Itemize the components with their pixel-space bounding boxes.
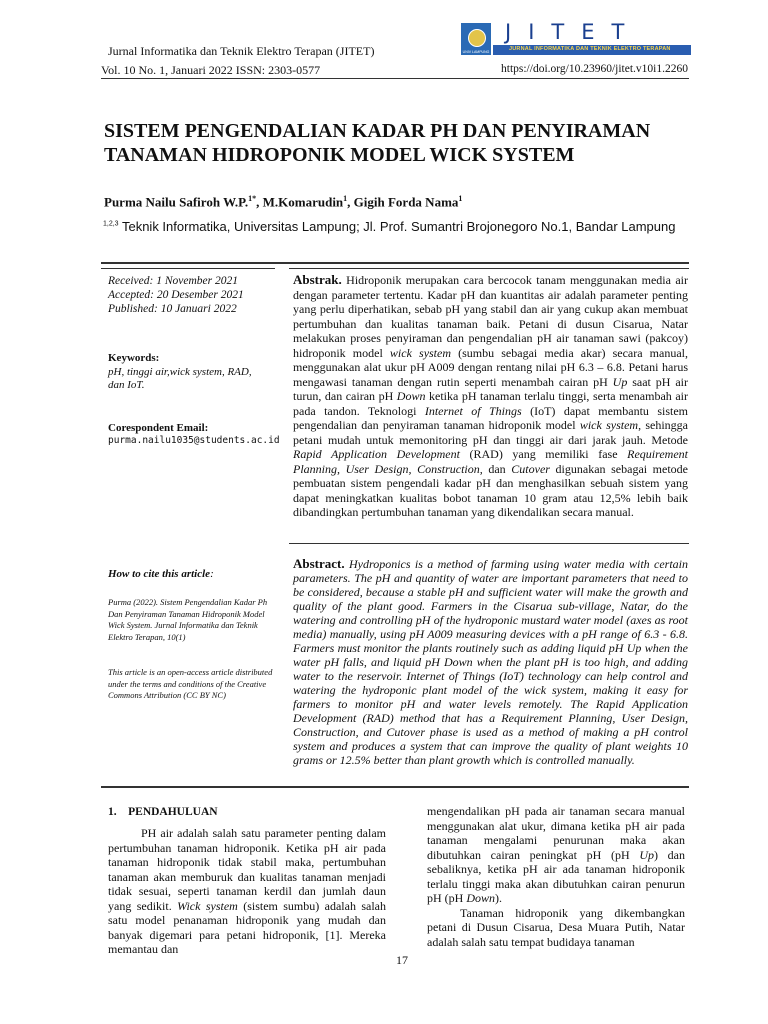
doi-link[interactable]: https://doi.org/10.23960/jitet.v10i1.2260 <box>501 63 688 75</box>
author-list: Purma Nailu Safiroh W.P.$^{1*}$, M.Komarudin$^1$, Gigih Forda Nama$^1$ <box>104 194 463 210</box>
author-name: Purma Nailu Safiroh W.P. <box>104 194 249 210</box>
divider <box>101 786 689 788</box>
journal-logo <box>459 22 691 56</box>
email-label: Corespondent Email: <box>108 422 209 434</box>
citation-text: Purma (2022). Sistem Pengendalian Kadar Ph Dan Penyiraman Tanaman Hidroponik Model Wick System. Jurnal Informatika dan Teknik Elektro Terapan, 10(1) <box>108 597 268 642</box>
published-date: Published: 10 Januari 2022 <box>108 303 237 315</box>
license-text: This article is an open-access article distributed under the terms and conditions of the Creative Commons Attribution (CC BY NC) <box>108 667 273 700</box>
logo-tagline-bar <box>493 45 691 55</box>
divider <box>101 268 275 269</box>
divider <box>101 262 689 264</box>
body-column-right: mengendalikan pH pada air tanaman secara manual menggunakan alat ukur, dimana ketika pH air pada tanaman mengalami penurunan maka akan dibutuhkan cairan peningkat pH (pH Up) dan sebaliknya, ketika pH air ada tanaman hidroponik terlalu tinggi maka akan dibutuhkan cairan penurun pH (pH Down). Tanaman hidroponik yang dikembangkan petani di Dusun Cisarua, Desa Muara Putih, Natar adalah salah satu tempat budidaya tanaman <box>427 804 685 949</box>
logo-letters: JITET <box>505 20 642 44</box>
accepted-date: Accepted: 20 Desember 2021 <box>108 289 244 301</box>
abstract-label: Abstract. <box>293 556 345 571</box>
section-heading: 1. PENDAHULUAN <box>108 806 218 818</box>
page-number: 17 <box>396 953 408 967</box>
divider <box>289 268 689 269</box>
journal-name: Jurnal Informatika dan Teknik Elektro Terapan (JITET) <box>108 44 375 58</box>
header-divider <box>101 78 689 79</box>
body-column-left: PH air adalah salah satu parameter penting dalam pertumbuhan tanaman hidroponik. Ketika pH air pada tanaman hidroponik tidak stabil maka, pertumbuhan tanaman akan memburuk dan kualitas tanaman menjadi tidak sesuai, seperti tanaman kerdil dan jumlah daun yang sedikit. Wick system (sistem sumbu) adalah salah satu model penanaman hidroponik yang mudah dan banyak digemari para petani hidroponik, [1]. Mereka memantau dan <box>108 826 386 956</box>
volume-issn: Vol. 10 No. 1, Januari 2022 ISSN: 2303-0577 <box>101 63 321 77</box>
abstrak-indonesian: Abstrak. Hidroponik merupakan cara bercocok tanam menggunakan media air dengan parameter tertentu. Kadar pH dan kuantitas air adalah parameter penting yang perlu diperhatikan, sebab pH yang stabil dan air yang cukup akan membuat pertumbuhan dan kualitas tanaman baik. Petani di dusun Cisarua, Natar melakukan proses penyiraman dan pengendalian pH air tanaman sawi (pakcoy) hidroponik model wick system (sumbu sebagai media akar) secara manual, menggunakan alat ukur pH A009 dengan rentang nilai pH 6.3 – 6.8. Petani harus mengawasi tanaman dengan rutin seperti menambah cairan pH Up saat pH air turun, dan cairan pH Down ketika pH tanaman terlalu tinggi, serta menambah air pada tandon. Teknologi Internet of Things (IoT) dapat membantu sistem pengendalian dan penyiraman tanaman hidroponik model wick system, sehingga petani mudah untuk memonitoring pH dan tinggi air dari jarak jauh. Metode Rapid Application Development (RAD) yang memiliki fase Requirement Planning, User Design, Construction, dan Cutover digunakan sebagai metode pembuatan sistem pengendali kadar pH dan menghasilkan sebuah sistem yang dapat meningkatkan kualitas bobot tanaman 10 gram atau 12,5% lebih baik dibandingkan pertumbuhan tanaman yang dikendalikan secara manual. <box>293 272 689 519</box>
article-dates <box>108 274 244 316</box>
correspondent-email[interactable]: purma.nailu1035@students.ac.id <box>108 435 280 446</box>
abstrak-label: Abstrak. <box>293 272 342 287</box>
keywords-label: Keywords: <box>108 352 160 364</box>
author-name: M.Komarudin <box>262 194 344 210</box>
paper-title: SISTEM PENGENDALIAN KADAR PH DAN PENYIRAMAN TANAMAN HIDROPONIK MODEL WICK SYSTEM <box>104 120 651 166</box>
cite-label: How to cite this article: <box>108 568 214 580</box>
keywords: pH, tinggi air,wick system, RAD, dan IoT. <box>108 366 252 391</box>
divider <box>289 543 689 544</box>
received-date: Received: 1 November 2021 <box>108 275 238 287</box>
university-seal-icon: UNIV LAMPUNG <box>461 23 491 55</box>
affiliation: $^{1,2,3}$ Teknik Informatika, Universitas Lampung; Jl. Prof. Sumantri Brojonegoro No.1, Bandar Lampung <box>103 219 676 234</box>
author-name: Gigih Forda Nama <box>353 194 459 210</box>
abstract-english: Abstract. Hydroponics is a method of farming using water media with certain parameters. The pH and quantity of water are important parameters that need to be considered, because a stable pH and sufficient water will make the growth and quality of the plant good. Farmers in the Cisarua sub-village, Natar, do the watering and controlling pH of the hydroponic mustard water model (axes as root media) manually, using pH A009 measuring devices with a pH range of 6.3 - 6.8. Farmers must monitor the plants routinely such as adding liquid pH Up when the water pH falls, and liquid pH Down when the plant pH is too high, and adding water to the reservoir. Internet of Things (IoT) technology can help control and watering the hydroponic plant model of the wick system, making it easy for farmers to monitor pH and water levels remotely. The Rapid Application Development (RAD) method that has a Requirement Planning, User Design, Construction, and Cutover phase is used as a method of making a pH control system and produces a system that can improve the quality of plant weights 10 grams or 12.5% better than plant growth which is controlled manually. <box>293 556 689 767</box>
logo-tagline: JURNAL INFORMATIKA DAN TEKNIK ELEKTRO TERAPAN <box>509 46 671 52</box>
